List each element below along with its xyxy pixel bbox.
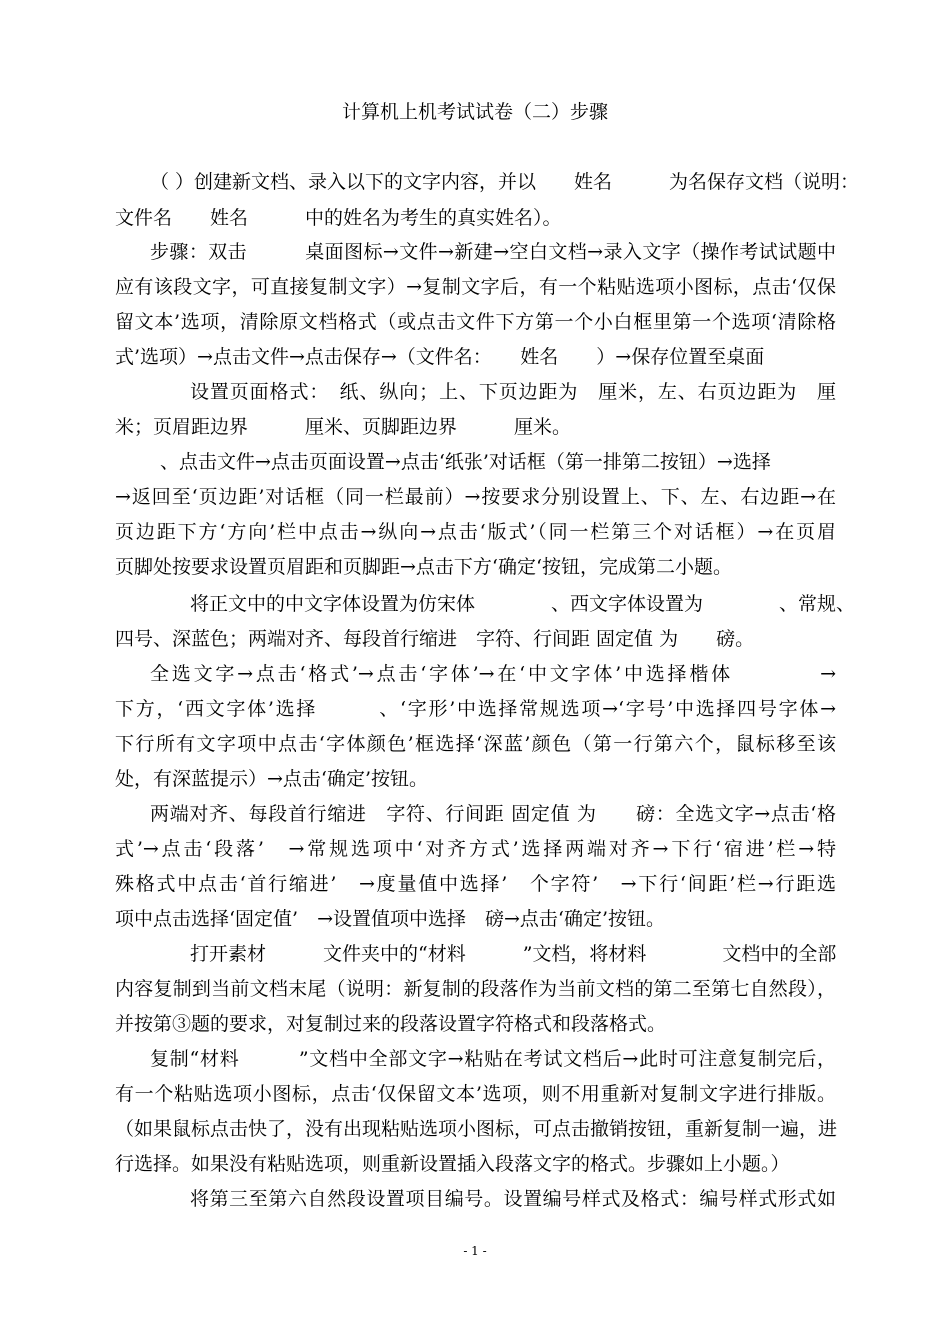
- text-line: （ ）创建新文档、录入以下的文字内容，并以 姓名 为名保存文档（说明：: [150, 171, 860, 193]
- text-line: 留文本’选项，清除原文档格式（或点击文件下方第一个小白框里第一个选项‘清除格: [115, 311, 836, 333]
- text-line: 并按第③题的要求，对复制过来的段落设置字符格式和段落格式。: [115, 1013, 667, 1035]
- text-line: 四号、深蓝色；两端对齐、每段首行缩进 字符、行间距 固定值 为 磅。: [115, 628, 755, 650]
- page-title: 计算机上机考试试卷（二）步骤: [341, 101, 608, 123]
- text-line: 全选文字→点击‘格式’→点击‘字体’→在‘中文字体’中选择楷体 →: [150, 663, 836, 685]
- text-line: 页边距下方‘方向’栏中点击→纵向→点击‘版式’（同一栏第三个对话框）→在页眉: [115, 521, 836, 543]
- text-line: →返回至‘页边距’对话框（同一栏最前）→按要求分别设置上、下、左、右边距→在: [115, 486, 836, 508]
- text-line: 式’选项）→点击文件→点击保存→（文件名： 姓名 ）→保存位置至桌面: [115, 346, 765, 368]
- text-line: 打开素材 文件夹中的“材料 ”文档，将材料 文档中的全部: [190, 943, 837, 965]
- text-line: 应有该段文字，可直接复制文字）→复制文字后，有一个粘贴选项小图标，点击‘仅保: [115, 276, 836, 298]
- text-line: 页脚处按要求设置页眉距和页脚距→点击下方‘确定‘按钮，完成第二小题。: [115, 556, 733, 578]
- text-line: （如果鼠标点击快了，没有出现粘贴选项小图标，可点击撤销按钮，重新复制一遍，进: [115, 1118, 838, 1140]
- page-number: - 1 -: [463, 1244, 487, 1258]
- text-line: 式’→点击‘段落’ →常规选项中‘对齐方式’选择两端对齐→下行‘宿进’栏→特: [115, 838, 836, 860]
- text-line: 文件名 姓名 中的姓名为考生的真实姓名）。: [115, 207, 562, 229]
- text-line: 复制“材料 ”文档中全部文字→粘贴在考试文档后→此时可注意复制完后，: [150, 1048, 836, 1070]
- text-line: 项中点击选择‘固定值’ →设置值项中选择 磅→点击‘确定’按钮。: [115, 908, 665, 930]
- text-line: 米；页眉距边界 厘米、页脚距边界 厘米。: [115, 416, 572, 438]
- text-line: 行选择。如果没有粘贴选项，则重新设置插入段落文字的格式。步骤如上小题。）: [115, 1153, 790, 1175]
- text-line: 下方，‘西文字体’选择 、‘字形’中选择常规选项→‘字号’中选择四号字体→: [115, 698, 836, 720]
- text-line: 、点击文件→点击页面设置→点击‘纸张’对话框（第一排第二按钮）→选择: [160, 451, 771, 473]
- text-line: 设置页面格式： 纸、纵向；上、下页边距为 厘米，左、右页边距为 厘: [190, 381, 836, 403]
- text-line: 将第三至第六自然段设置项目编号。设置编号样式及格式：编号样式形式如: [190, 1188, 836, 1210]
- text-line: 下行所有文字项中点击‘字体颜色’框选择‘深蓝’颜色（第一行第六个，鼠标移至该: [115, 733, 836, 755]
- text-line: 将正文中的中文字体设置为仿宋体 、西文字体设置为 、常规、: [190, 593, 856, 615]
- text-line: 步骤：双击 桌面图标→文件→新建→空白文档→录入文字（操作考试试题中: [150, 241, 836, 263]
- text-line: 处，有深蓝提示）→点击‘确定’按钮。: [115, 768, 428, 790]
- text-line: 内容复制到当前文档末尾（说明：新复制的段落作为当前文档的第二至第七自然段），: [115, 978, 836, 1000]
- text-line: 有一个粘贴选项小图标，点击‘仅保留文本’选项，则不用重新对复制文字进行排版。: [115, 1083, 836, 1105]
- text-line: 殊格式中点击‘首行缩进’ →度量值中选择’ 个字符’ →下行‘间距’栏→行距选: [115, 873, 836, 895]
- text-line: 两端对齐、每段首行缩进 字符、行间距 固定值 为 磅：全选文字→点击‘格: [150, 803, 836, 825]
